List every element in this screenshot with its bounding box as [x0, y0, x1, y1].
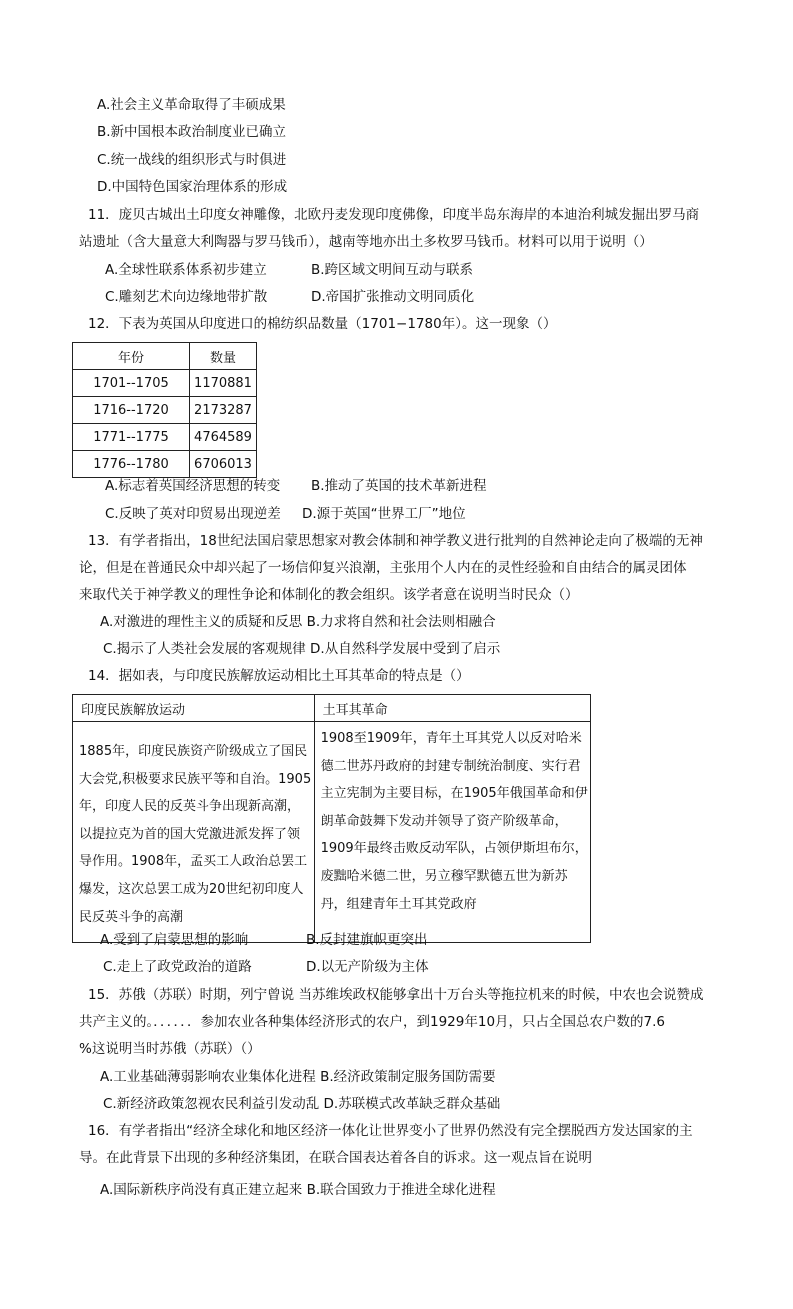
table-row [73, 451, 257, 478]
q10-option-b: B.新中国根本政治制度业已确立 [97, 124, 287, 140]
q12-option-d: D.源于英国“世界工厂”地位 [302, 506, 466, 522]
india-movement-text: 1885年，印度民族资产阶级成立了国民大会党,积极要求民族平等和自治。1905年，印度人民的反英斗争出现新高潮，以提拉克为首的国大党激进派发挥了领导作用。1908年，孟买工人政治总罢工爆发，这次总罢工成为20世纪初印度人民反英斗争的高潮 [73, 722, 315, 943]
q14-option-a: A.受到了启蒙思想的影响 [100, 932, 249, 948]
q14-table [72, 694, 591, 943]
q13-stem-line1: 13．有学者指出，18世纪法国启蒙思想家对教会体制和神学教义进行批判的自然神论走向了极端的无神 [88, 533, 703, 549]
q14-option-c: C.走上了政党政治的道路 [103, 959, 252, 975]
table-header-india: 印度民族解放运动 [73, 695, 315, 722]
q11-option-d: D.帝国扩张推动文明同质化 [311, 289, 475, 305]
q11-stem-line2: 站遗址（含大量意大利陶器与罗马钱币），越南等地亦出土多枚罗马钱币。材料可以用于说明（） [79, 234, 653, 250]
q12-table [72, 342, 257, 478]
table-cell-year: 1771--1775 [73, 424, 190, 451]
q16-stem-line2: 导。在此背景下出现的多种经济集团，在联合国表达着各自的诉求。这一观点旨在说明 [79, 1150, 592, 1166]
q15-stem-line3: %这说明当时苏俄（苏联）（） [79, 1041, 261, 1057]
q10-option-c: C.统一战线的组织形式与时俱进 [97, 152, 287, 168]
q16-options-line1: A.国际新秩序尚没有真正建立起来 B.联合国致力于推进全球化进程 [100, 1182, 496, 1198]
table-cell-year: 1776--1780 [73, 451, 190, 478]
table-cell-quantity: 6706013 [190, 451, 257, 478]
q10-option-d: D.中国特色国家治理体系的形成 [97, 179, 288, 195]
q14-option-d: D.以无产阶级为主体 [306, 959, 429, 975]
q11-stem-line1: 11．庞贝古城出土印度女神雕像，北欧丹麦发现印度佛像，印度半岛东海岸的本迪治利城发掘出罗马商 [88, 207, 700, 223]
table-row [73, 397, 257, 424]
turkey-revolution-text: 1908至1909年，青年土耳其党人以反对哈米德二世苏丹政府的封建专制统治制度、实行君主立宪制为主要目标，在1905年俄国革命和伊朗革命鼓舞下发动并领导了资产阶级革命，1909年最终击败反动军队，占领伊斯坦布尔，废黜哈米德二世，另立穆罕默德五世为新苏丹，组建青年土耳其党政府 [314, 722, 590, 943]
q12-option-a: A.标志着英国经济思想的转变 [105, 478, 281, 494]
q15-options-line2: C.新经济政策忽视农民利益引发动乱 D.苏联模式改革缺乏群众基础 [103, 1096, 501, 1112]
table-cell-quantity: 2173287 [190, 397, 257, 424]
q12-option-b: B.推动了英国的技术革新进程 [311, 478, 487, 494]
table-cell-quantity: 1170881 [190, 370, 257, 397]
q10-option-a: A.社会主义革命取得了丰硕成果 [97, 97, 286, 113]
table-cell-year: 1701--1705 [73, 370, 190, 397]
table-header-turkey: 土耳其革命 [314, 695, 590, 722]
table-header-year: 年份 [73, 343, 190, 370]
q16-stem-line1: 16．有学者指出“经济全球化和地区经济一体化让世界变小了世界仍然没有完全摆脱西方发达国家的主 [88, 1123, 693, 1139]
q11-option-b: B.跨区域文明间互动与联系 [311, 262, 474, 278]
q15-stem-line1: 15．苏俄（苏联）时期，列宁曾说 当苏维埃政权能够拿出十万台头等拖拉机来的时候，中农也会说赞成 [88, 987, 704, 1003]
table-cell-quantity: 4764589 [190, 424, 257, 451]
q15-options-line1: A.工业基础薄弱影响农业集体化进程 B.经济政策制定服务国防需要 [100, 1069, 496, 1085]
q13-options-line2: C.揭示了人类社会发展的客观规律 D.从自然科学发展中受到了启示 [103, 641, 501, 657]
q13-options-line1: A.对激进的理性主义的质疑和反思 B.力求将自然和社会法则相融合 [100, 614, 496, 630]
table-cell-year: 1716--1720 [73, 397, 190, 424]
q15-stem-line2: 共产主义的。．．．．．．参加农业各种集体经济形式的农户，到1929年10月，只占全国总农户数的7.6 [79, 1014, 666, 1030]
q14-stem: 14．据如表，与印度民族解放运动相比土耳其革命的特点是（） [88, 668, 470, 684]
q12-option-c: C.反映了英对印贸易出现逆差 [105, 506, 281, 522]
table-row [73, 424, 257, 451]
q11-option-a: A.全球性联系体系初步建立 [105, 262, 267, 278]
table-row [73, 370, 257, 397]
q13-stem-line2: 论，但是在普通民众中却兴起了一场信仰复兴浪潮，主张用个人内在的灵性经验和自由结合的属灵团体 [79, 560, 687, 576]
q12-stem: 12．下表为英国从印度进口的棉纺织品数量（1701−1780年）。这一现象（） [88, 316, 557, 332]
q14-option-b: B.反封建旗帜更突出 [306, 932, 428, 948]
table-row [73, 722, 591, 943]
table-header-quantity: 数量 [190, 343, 257, 370]
q13-stem-line3: 来取代关于神学教义的理性争论和体制化的教会组织。该学者意在说明当时民众（） [79, 587, 579, 603]
q11-option-c: C.雕刻艺术向边缘地带扩散 [105, 289, 268, 305]
